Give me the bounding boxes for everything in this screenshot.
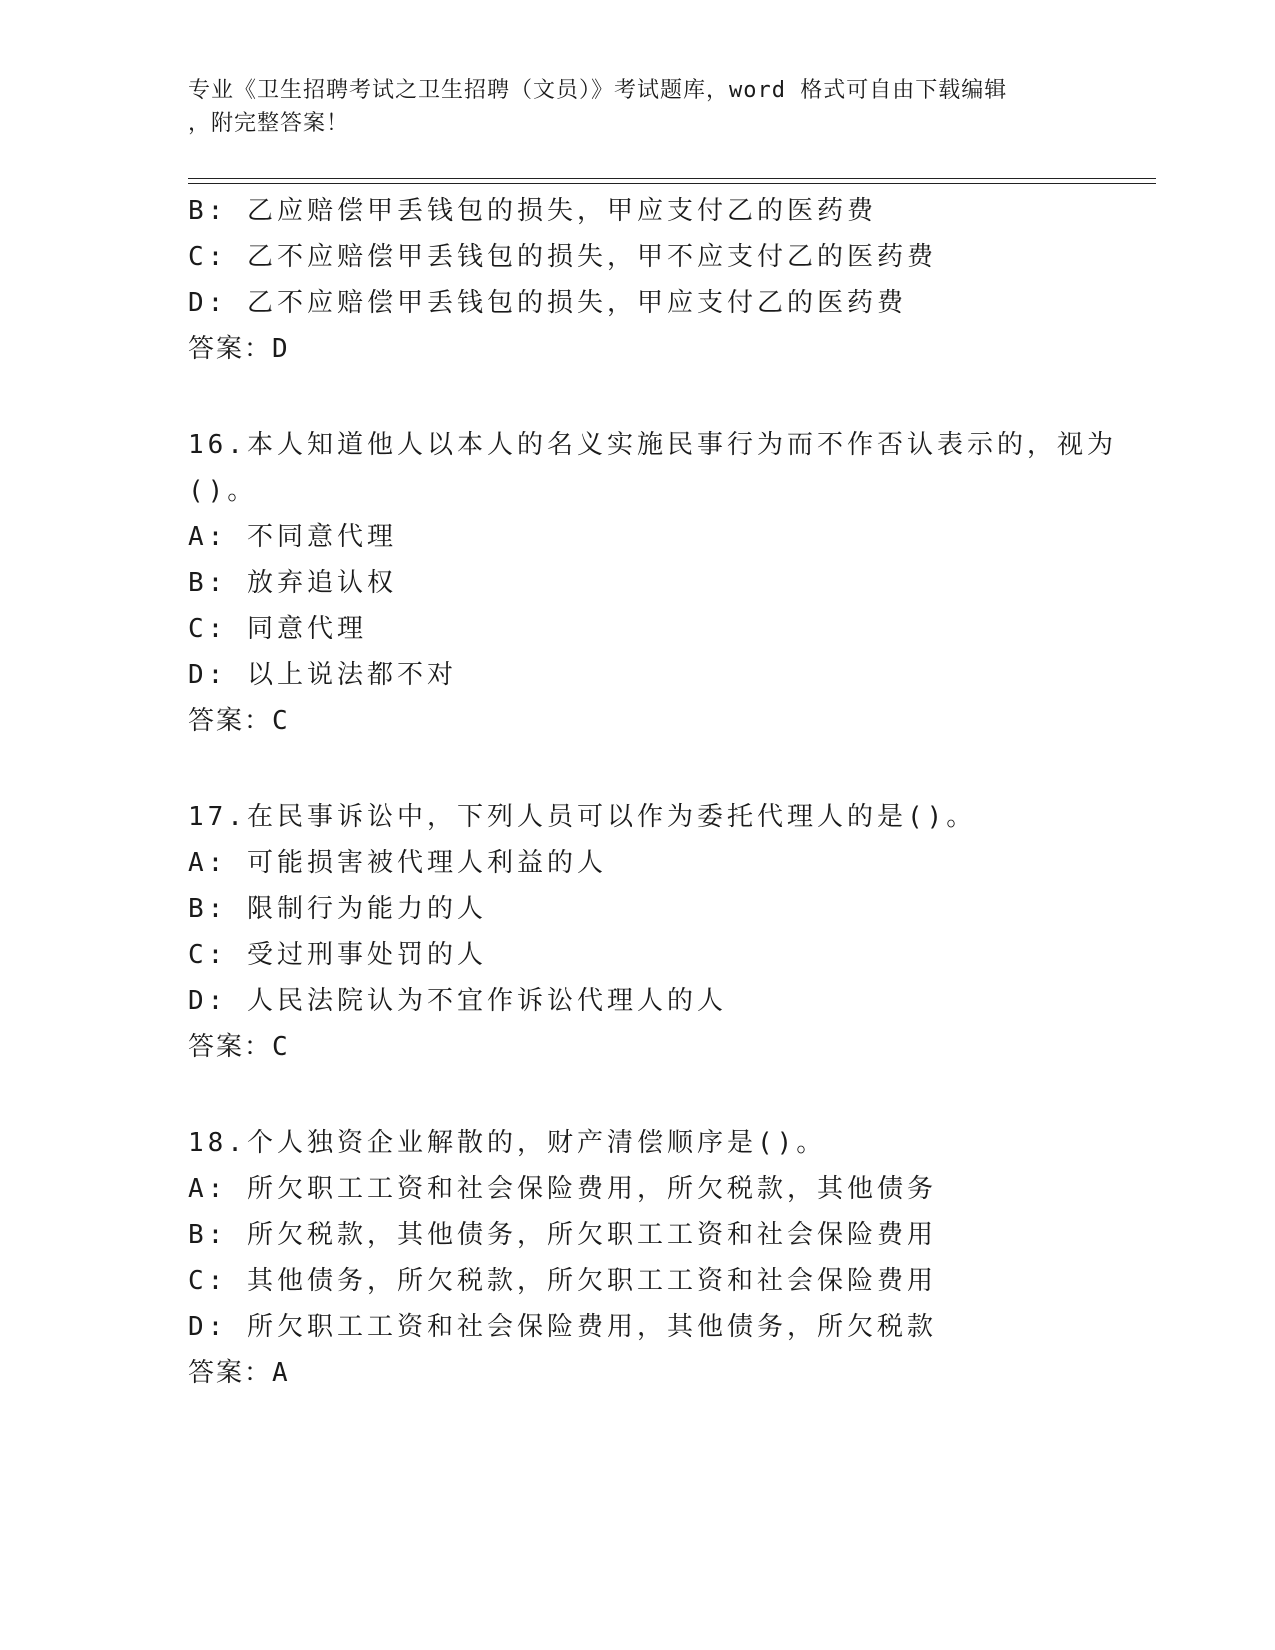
option-c: C: 乙不应赔偿甲丢钱包的损失，甲不应支付乙的医药费 xyxy=(188,242,937,272)
question-16 xyxy=(188,422,1117,744)
option-d: D: 所欠职工工资和社会保险费用，其他债务，所欠税款 xyxy=(188,1312,937,1342)
header-title-line1: 专业《卫生招聘考试之卫生招聘（文员）》考试题库，word 格式可自由下载编辑 xyxy=(188,78,1008,103)
question-text-line1: 17.在民事诉讼中，下列人员可以作为委托代理人的是()。 xyxy=(188,802,977,832)
option-a: A: 不同意代理 xyxy=(188,522,397,552)
option-b: B: 放弃追认权 xyxy=(188,568,397,598)
question-text-line1: 16.本人知道他人以本人的名义实施民事行为而不作否认表示的，视为 xyxy=(188,430,1117,460)
option-a: A: 所欠职工工资和社会保险费用，所欠税款，其他债务 xyxy=(188,1174,937,1204)
header-divider-bottom xyxy=(188,183,1156,184)
option-b: B: 所欠税款，其他债务，所欠职工工资和社会保险费用 xyxy=(188,1220,937,1250)
option-c: C: 受过刑事处罚的人 xyxy=(188,940,487,970)
option-b: B: 限制行为能力的人 xyxy=(188,894,487,924)
option-b: B: 乙应赔偿甲丢钱包的损失，甲应支付乙的医药费 xyxy=(188,196,877,226)
answer: 答案：A xyxy=(188,1358,290,1388)
question-list xyxy=(188,188,1117,1396)
page-header xyxy=(188,74,1068,140)
option-c: C: 同意代理 xyxy=(188,614,367,644)
option-d: D: 乙不应赔偿甲丢钱包的损失，甲应支付乙的医药费 xyxy=(188,288,907,318)
question-text-line2: ()。 xyxy=(188,476,258,506)
header-divider-top xyxy=(188,178,1156,179)
option-c: C: 其他债务，所欠税款，所欠职工工资和社会保险费用 xyxy=(188,1266,937,1296)
answer: 答案：D xyxy=(188,334,290,364)
question-text-line1: 18.个人独资企业解散的，财产清偿顺序是()。 xyxy=(188,1128,827,1158)
option-d: D: 以上说法都不对 xyxy=(188,660,457,690)
question-block-continued xyxy=(188,188,1108,372)
answer: 答案：C xyxy=(188,1032,290,1062)
option-d: D: 人民法院认为不宜作诉讼代理人的人 xyxy=(188,986,727,1016)
question-18 xyxy=(188,1120,1108,1396)
question-17 xyxy=(188,794,1108,1070)
header-title-line2: ，附完整答案！ xyxy=(188,111,350,136)
option-a: A: 可能损害被代理人利益的人 xyxy=(188,848,607,878)
answer: 答案：C xyxy=(188,706,290,736)
